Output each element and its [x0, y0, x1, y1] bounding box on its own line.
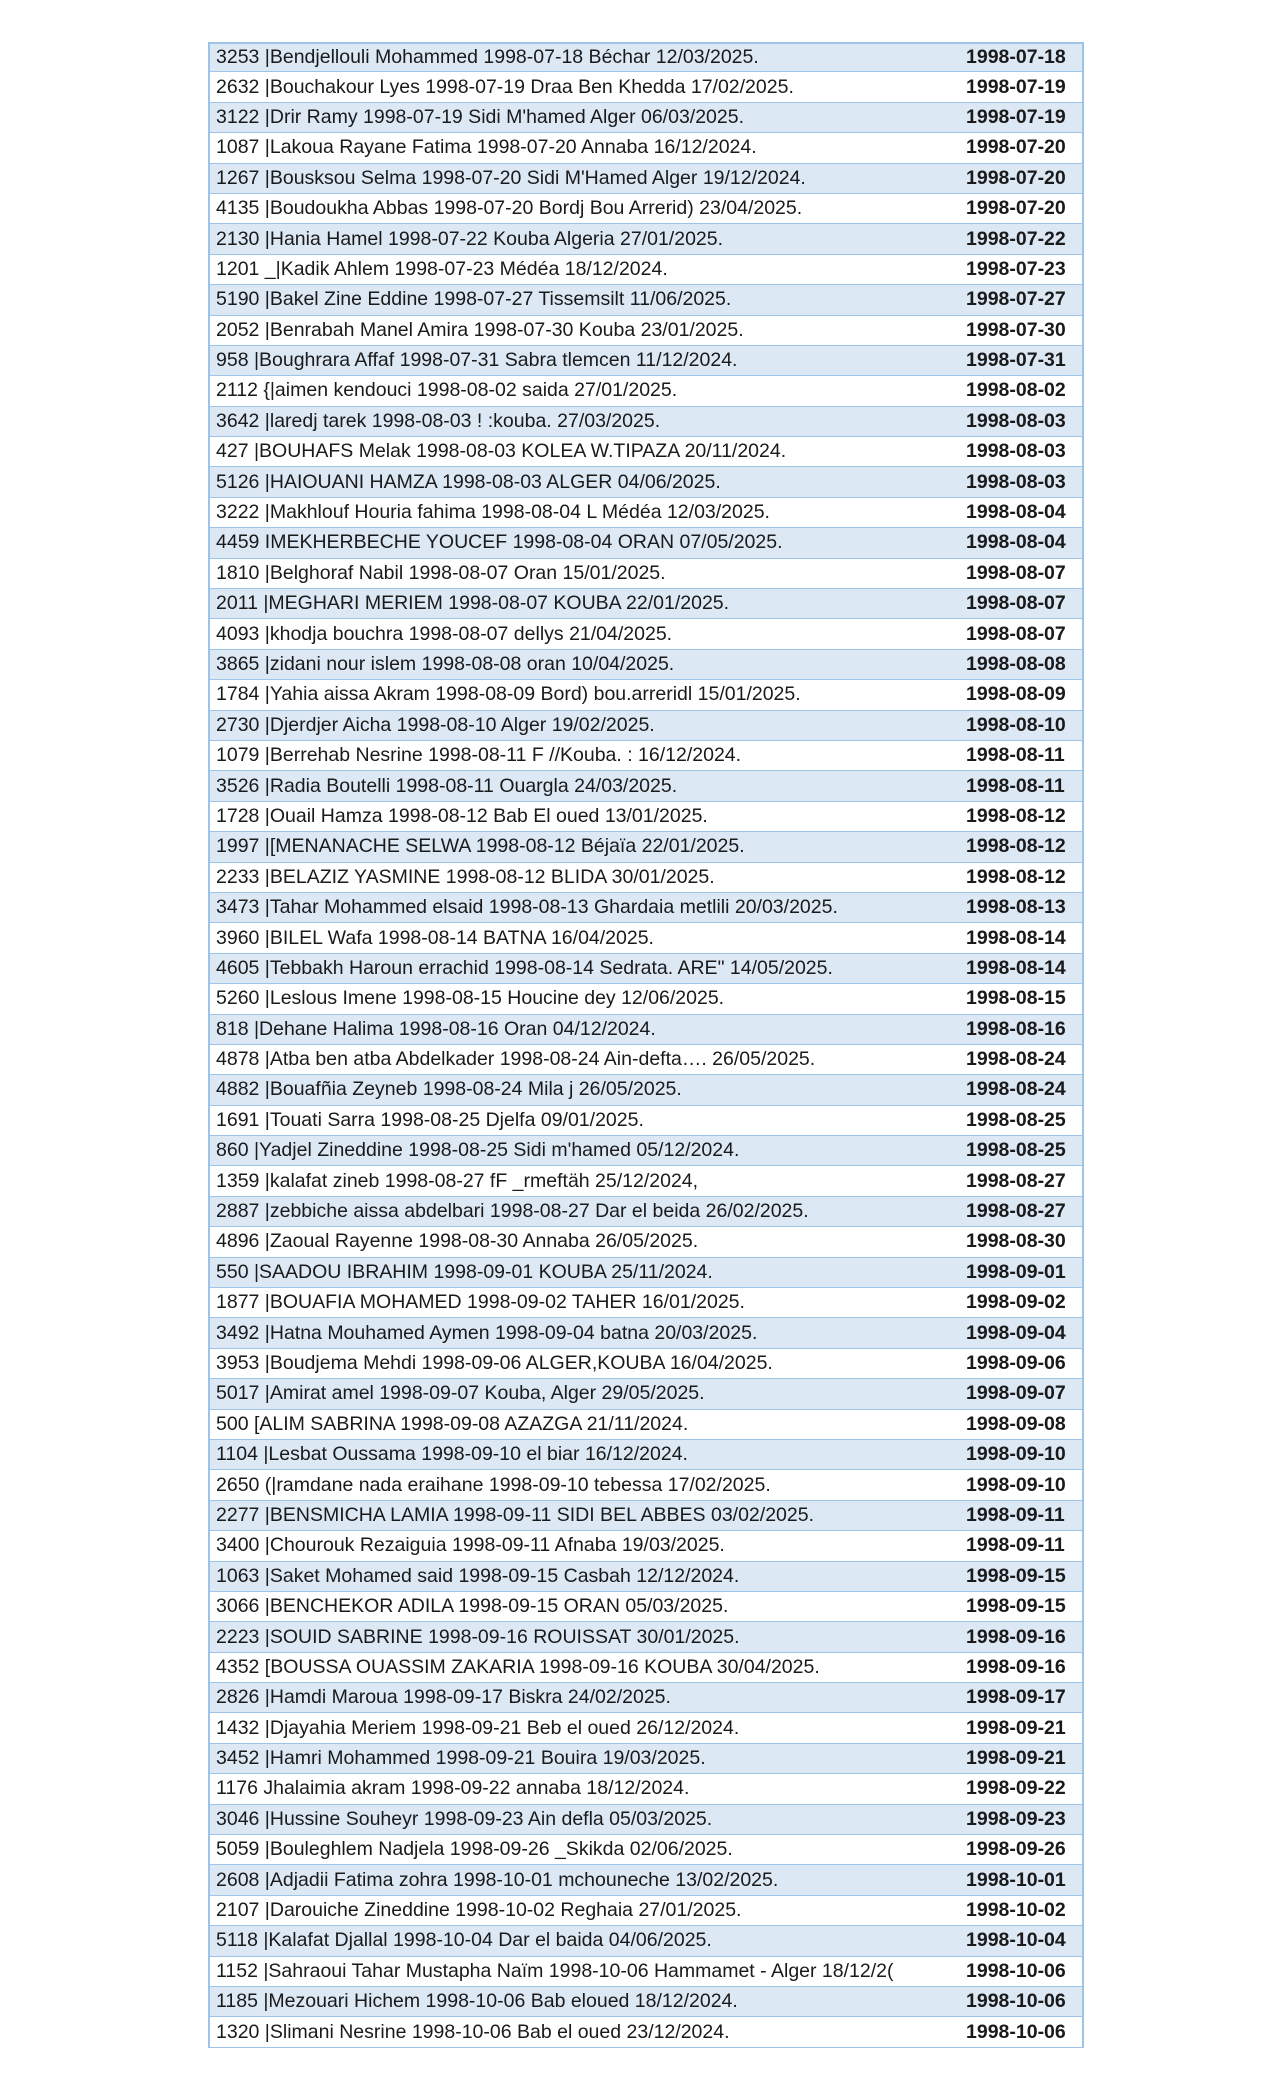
birth-date-cell: 1998-08-12: [966, 804, 1066, 827]
table-row: [210, 1683, 1082, 1713]
table-row: [210, 1106, 1082, 1136]
table-row: [210, 164, 1082, 194]
birth-date-cell: 1998-08-27: [966, 1200, 1066, 1223]
record-text-cell: 2608 |Adjadii Fatima zohra 1998-10-01 mchouneche 13/02/2025.: [216, 1868, 779, 1891]
table-row: [210, 1987, 1082, 2017]
birth-date-cell: 1998-09-16: [966, 1655, 1066, 1678]
record-text-cell: 2223 |SOUID SABRINE 1998-09-16 ROUISSAT 30/01/2025.: [216, 1625, 740, 1648]
birth-date-cell: 1998-08-02: [966, 379, 1066, 402]
record-text-cell: 1810 |Belghoraf Nabil 1998-08-07 Oran 15/01/2025.: [216, 561, 666, 584]
birth-date-cell: 1998-08-27: [966, 1169, 1066, 1192]
record-text-cell: 1087 |Lakoua Rayane Fatima 1998-07-20 Annaba 16/12/2024.: [216, 136, 757, 159]
table-row: [210, 1957, 1082, 1987]
birth-date-cell: 1998-09-23: [966, 1807, 1066, 1830]
birth-date-cell: 1998-09-17: [966, 1686, 1066, 1709]
table-row: [210, 103, 1082, 133]
birth-date-cell: 1998-08-25: [966, 1139, 1066, 1162]
record-text-cell: 4093 |khodja bouchra 1998-08-07 dellys 21/04/2025.: [216, 622, 673, 645]
record-text-cell: 2112 {|aimen kendouci 1998-08-02 saida 27/01/2025.: [216, 379, 678, 402]
birth-date-cell: 1998-08-14: [966, 926, 1066, 949]
birth-date-cell: 1998-08-08: [966, 653, 1066, 675]
table-row: [210, 1501, 1082, 1531]
record-text-cell: 5260 |Leslous Imene 1998-08-15 Houcine dey 12/06/2025.: [216, 987, 725, 1010]
record-text-cell: 2887 |zebbiche aissa abdelbari 1998-08-27 Dar el beida 26/02/2025.: [216, 1200, 809, 1223]
record-text-cell: 3642 |laredj tarek 1998-08-03 ! :kouba. 27/03/2025.: [216, 409, 661, 432]
record-text-cell: 3526 |Radia Boutelli 1998-08-11 Ouargla 24/03/2025.: [216, 774, 678, 797]
birth-date-cell: 1998-08-11: [966, 744, 1065, 767]
birth-date-cell: 1998-07-19: [966, 75, 1066, 98]
birth-date-cell: 1998-10-06: [966, 2020, 1066, 2043]
table-row: [210, 316, 1082, 346]
record-text-cell: 3400 |Chourouk Rezaiguia 1998-09-11 Afnaba 19/03/2025.: [216, 1534, 725, 1557]
table-row: [210, 863, 1082, 893]
record-text-cell: 1691 |Touati Sarra 1998-08-25 Djelfa 09/01/2025.: [216, 1108, 644, 1131]
table-row: [210, 1531, 1082, 1561]
table-row: [210, 1562, 1082, 1592]
table-row: [210, 285, 1082, 315]
birth-date-cell: 1998-07-20: [966, 197, 1066, 220]
table-row: [210, 1805, 1082, 1835]
birth-date-cell: 1998-08-25: [966, 1108, 1066, 1131]
table-row: [210, 376, 1082, 406]
record-text-cell: 2650 (|ramdane nada eraihane 1998-09-10 tebessa 17/02/2025.: [216, 1473, 771, 1496]
record-text-cell: 818 |Dehane Halima 1998-08-16 Oran 04/12/2024.: [216, 1017, 656, 1040]
record-text-cell: 2130 |Hania Hamel 1998-07-22 Kouba Algeria 27/01/2025.: [216, 227, 724, 250]
table-row: [210, 619, 1082, 649]
birth-date-cell: 1998-08-14: [966, 956, 1066, 979]
birth-date-cell: 1998-08-30: [966, 1230, 1066, 1253]
table-row: [210, 559, 1082, 589]
record-text-cell: 3222 |Makhlouf Houria fahima 1998-08-04 L Médéa 12/03/2025.: [216, 501, 770, 524]
record-text-cell: 1997 |[MENANACHE SELWA 1998-08-12 Béjaïa 22/01/2025.: [216, 835, 745, 858]
birth-date-cell: 1998-09-11: [966, 1534, 1065, 1557]
table-row: [210, 1926, 1082, 1956]
table-row: [210, 346, 1082, 376]
birth-date-cell: 1998-08-03: [966, 470, 1066, 493]
record-text-cell: 1079 |Berrehab Nesrine 1998-08-11 F //Kouba. : 16/12/2024.: [216, 744, 742, 767]
birth-date-cell: 1998-08-09: [966, 683, 1066, 706]
record-text-cell: 1728 |Ouail Hamza 1998-08-12 Bab El oued 13/01/2025.: [216, 804, 708, 827]
record-text-cell: 4882 |Bouafñia Zeyneb 1998-08-24 Mila j 26/05/2025.: [216, 1078, 682, 1101]
record-text-cell: 500 [ALIM SABRINA 1998-09-08 AZAZGA 21/11/2024.: [216, 1412, 689, 1435]
record-text-cell: 1432 |Djayahia Meriem 1998-09-21 Beb el oued 26/12/2024.: [216, 1716, 740, 1739]
table-row: [210, 1197, 1082, 1227]
birth-date-cell: 1998-08-15: [966, 987, 1066, 1010]
birth-date-cell: 1998-08-10: [966, 713, 1066, 736]
record-text-cell: 3865 |zidani nour islem 1998-08-08 oran 10/04/2025.: [216, 653, 675, 675]
birth-date-cell: 1998-07-23: [966, 257, 1066, 280]
record-text-cell: 3066 |BENCHEKOR ADILA 1998-09-15 ORAN 05/03/2025.: [216, 1595, 729, 1618]
table-row: [210, 741, 1082, 771]
birth-date-cell: 1998-09-15: [966, 1564, 1066, 1587]
table-row: [210, 711, 1082, 741]
data-table: [208, 42, 1084, 2048]
table-row: [210, 224, 1082, 254]
birth-date-cell: 1998-10-02: [966, 1899, 1066, 1922]
table-row: [210, 650, 1082, 680]
table-row: [210, 42, 1082, 72]
table-row: [210, 467, 1082, 497]
birth-date-cell: 1998-09-16: [966, 1625, 1066, 1648]
table-row: [210, 1166, 1082, 1196]
birth-date-cell: 1998-07-18: [966, 46, 1066, 69]
table-row: [210, 1318, 1082, 1348]
record-text-cell: 1201 _|Kadik Ahlem 1998-07-23 Médéa 18/12/2024.: [216, 257, 668, 280]
record-text-cell: 4135 |Boudoukha Abbas 1998-07-20 Bordj Bou Arrerid) 23/04/2025.: [216, 197, 803, 220]
table-row: [210, 2017, 1082, 2047]
record-text-cell: 2730 |Djerdjer Aicha 1998-08-10 Alger 19/02/2025.: [216, 713, 655, 736]
record-text-cell: 4896 |Zaoual Rayenne 1998-08-30 Annaba 26/05/2025.: [216, 1230, 699, 1253]
record-text-cell: 958 |Boughrara Affaf 1998-07-31 Sabra tlemcen 11/12/2024.: [216, 349, 738, 372]
table-row: [210, 437, 1082, 467]
record-text-cell: 1152 |Sahraoui Tahar Mustapha Naïm 1998-10-06 Hammamet - Alger 18/12/2(: [216, 1959, 894, 1982]
table-row: [210, 893, 1082, 923]
record-text-cell: 1185 |Mezouari Hichem 1998-10-06 Bab eloued 18/12/2024.: [216, 1990, 738, 2013]
table-row: [210, 680, 1082, 710]
table-row: [210, 1410, 1082, 1440]
table-row: [210, 1835, 1082, 1865]
record-text-cell: 5017 |Amirat amel 1998-09-07 Kouba, Alger 29/05/2025.: [216, 1382, 705, 1405]
record-text-cell: 5118 |Kalafat Djallal 1998-10-04 Dar el baida 04/06/2025.: [216, 1929, 712, 1952]
birth-date-cell: 1998-08-07: [966, 592, 1066, 615]
birth-date-cell: 1998-08-13: [966, 896, 1066, 919]
table-row: [210, 255, 1082, 285]
record-text-cell: 1267 |Bousksou Selma 1998-07-20 Sidi M'Hamed Alger 19/12/2024.: [216, 166, 806, 189]
table-row: [210, 1258, 1082, 1288]
table-row: [210, 72, 1082, 102]
record-text-cell: 4352 [BOUSSA OUASSIM ZAKARIA 1998-09-16 KOUBA 30/04/2025.: [216, 1655, 820, 1678]
record-text-cell: 3953 |Boudjema Mehdi 1998-09-06 ALGER,KOUBA 16/04/2025.: [216, 1351, 773, 1374]
record-text-cell: 2277 |BENSMICHA LAMIA 1998-09-11 SIDI BEL ABBES 03/02/2025.: [216, 1503, 814, 1526]
birth-date-cell: 1998-09-21: [966, 1716, 1066, 1739]
table-row: [210, 1227, 1082, 1257]
birth-date-cell: 1998-09-15: [966, 1595, 1066, 1618]
record-text-cell: 550 |SAADOU IBRAHIM 1998-09-01 KOUBA 25/11/2024.: [216, 1260, 713, 1283]
record-text-cell: 4878 |Atba ben atba Abdelkader 1998-08-24 Ain-defta…. 26/05/2025.: [216, 1048, 816, 1071]
birth-date-cell: 1998-09-22: [966, 1777, 1066, 1800]
record-text-cell: 5126 |HAIOUANI HAMZA 1998-08-03 ALGER 04/06/2025.: [216, 470, 721, 493]
birth-date-cell: 1998-09-11: [966, 1503, 1065, 1526]
record-text-cell: 3253 |Bendjellouli Mohammed 1998-07-18 Béchar 12/03/2025.: [216, 46, 759, 69]
record-text-cell: 2233 |BELAZIZ YASMINE 1998-08-12 BLIDA 30/01/2025.: [216, 865, 715, 888]
table-row: [210, 1045, 1082, 1075]
birth-date-cell: 1998-08-24: [966, 1048, 1066, 1071]
record-text-cell: 5190 |Bakel Zine Eddine 1998-07-27 Tissemsilt 11/06/2025.: [216, 288, 732, 311]
table-row: [210, 802, 1082, 832]
birth-date-cell: 1998-07-31: [966, 349, 1066, 372]
birth-date-cell: 1998-09-10: [966, 1443, 1066, 1466]
table-row: [210, 1865, 1082, 1895]
birth-date-cell: 1998-09-08: [966, 1412, 1066, 1435]
record-text-cell: 860 |Yadjel Zineddine 1998-08-25 Sidi m'hamed 05/12/2024.: [216, 1139, 740, 1162]
birth-date-cell: 1998-08-12: [966, 865, 1066, 888]
table-row: [210, 1744, 1082, 1774]
birth-date-cell: 1998-10-06: [966, 1959, 1066, 1982]
birth-date-cell: 1998-09-02: [966, 1291, 1066, 1314]
birth-date-cell: 1998-08-24: [966, 1078, 1066, 1101]
birth-date-cell: 1998-07-27: [966, 288, 1066, 311]
record-text-cell: 2632 |Bouchakour Lyes 1998-07-19 Draa Ben Khedda 17/02/2025.: [216, 75, 794, 98]
table-row: [210, 1713, 1082, 1743]
record-text-cell: 3960 |BILEL Wafa 1998-08-14 BATNA 16/04/2025.: [216, 926, 654, 949]
table-row: [210, 1136, 1082, 1166]
table-row: [210, 954, 1082, 984]
birth-date-cell: 1998-07-30: [966, 318, 1066, 341]
record-text-cell: 3473 |Tahar Mohammed elsaid 1998-08-13 Ghardaia metlili 20/03/2025.: [216, 896, 838, 919]
record-text-cell: 3122 |Drir Ramy 1998-07-19 Sidi M'hamed Alger 06/03/2025.: [216, 105, 745, 128]
record-text-cell: 3046 |Hussine Souheyr 1998-09-23 Ain defla 05/03/2025.: [216, 1807, 713, 1830]
birth-date-cell: 1998-08-03: [966, 409, 1066, 432]
record-text-cell: 2107 |Darouiche Zineddine 1998-10-02 Reghaia 27/01/2025.: [216, 1899, 742, 1922]
birth-date-cell: 1998-08-04: [966, 531, 1066, 554]
birth-date-cell: 1998-09-01: [966, 1260, 1066, 1283]
record-text-cell: 1063 |Saket Mohamed said 1998-09-15 Casbah 12/12/2024.: [216, 1564, 740, 1587]
birth-date-cell: 1998-09-21: [966, 1747, 1066, 1770]
birth-date-cell: 1998-10-04: [966, 1929, 1066, 1952]
table-row: [210, 1349, 1082, 1379]
table-row: [210, 1379, 1082, 1409]
table-row: [210, 1774, 1082, 1804]
record-text-cell: 2826 |Hamdi Maroua 1998-09-17 Biskra 24/02/2025.: [216, 1686, 671, 1709]
record-text-cell: 427 |BOUHAFS Melak 1998-08-03 KOLEA W.TIPAZA 20/11/2024.: [216, 440, 787, 463]
table-row: [210, 1896, 1082, 1926]
birth-date-cell: 1998-08-03: [966, 440, 1066, 463]
birth-date-cell: 1998-10-06: [966, 1990, 1066, 2013]
table-row: [210, 194, 1082, 224]
record-text-cell: 3492 |Hatna Mouhamed Aymen 1998-09-04 batna 20/03/2025.: [216, 1321, 758, 1344]
birth-date-cell: 1998-08-16: [966, 1017, 1066, 1040]
table-row: [210, 498, 1082, 528]
table-row: [210, 1592, 1082, 1622]
table-row: [210, 1440, 1082, 1470]
birth-date-cell: 1998-08-11: [966, 774, 1065, 797]
table-row: [210, 1288, 1082, 1318]
birth-date-cell: 1998-09-07: [966, 1382, 1066, 1405]
record-text-cell: 1877 |BOUAFIA MOHAMED 1998-09-02 TAHER 16/01/2025.: [216, 1291, 745, 1314]
record-text-cell: 1104 |Lesbat Oussama 1998-09-10 el biar 16/12/2024.: [216, 1443, 688, 1466]
record-text-cell: 3452 |Hamri Mohammed 1998-09-21 Bouira 19/03/2025.: [216, 1747, 706, 1770]
table-row: [210, 1015, 1082, 1045]
record-text-cell: 5059 |Bouleghlem Nadjela 1998-09-26 _Skikda 02/06/2025.: [216, 1838, 733, 1861]
birth-date-cell: 1998-07-19: [966, 105, 1066, 128]
record-text-cell: 1359 |kalafat zineb 1998-08-27 fF _rmeftäh 25/12/2024,: [216, 1169, 699, 1192]
birth-date-cell: 1998-08-12: [966, 835, 1066, 858]
table-row: [210, 923, 1082, 953]
birth-date-cell: 1998-09-10: [966, 1473, 1066, 1496]
table-row: [210, 1653, 1082, 1683]
birth-date-cell: 1998-07-20: [966, 136, 1066, 159]
birth-date-cell: 1998-08-07: [966, 561, 1066, 584]
table-row: [210, 589, 1082, 619]
record-text-cell: 1176 Jhalaimia akram 1998-09-22 annaba 18/12/2024.: [216, 1777, 690, 1800]
table-row: [210, 771, 1082, 801]
birth-date-cell: 1998-07-22: [966, 227, 1066, 250]
record-text-cell: 2011 |MEGHARI MERIEM 1998-08-07 KOUBA 22/01/2025.: [216, 592, 730, 615]
birth-date-cell: 1998-09-04: [966, 1321, 1066, 1344]
table-row: [210, 984, 1082, 1014]
table-row: [210, 832, 1082, 862]
table-row: [210, 1075, 1082, 1105]
record-text-cell: 4459 IMEKHERBECHE YOUCEF 1998-08-04 ORAN 07/05/2025.: [216, 531, 783, 554]
birth-date-cell: 1998-08-04: [966, 501, 1066, 524]
table-row: [210, 1470, 1082, 1500]
table-row: [210, 1622, 1082, 1652]
record-text-cell: 4605 |Tebbakh Haroun errachid 1998-08-14 Sedrata. ARE" 14/05/2025.: [216, 956, 833, 979]
birth-date-cell: 1998-07-20: [966, 166, 1066, 189]
table-row: [210, 528, 1082, 558]
table-row: [210, 407, 1082, 437]
record-text-cell: 1320 |Slimani Nesrine 1998-10-06 Bab el oued 23/12/2024.: [216, 2020, 730, 2043]
record-text-cell: 2052 |Benrabah Manel Amira 1998-07-30 Kouba 23/01/2025.: [216, 318, 744, 341]
birth-date-cell: 1998-09-26: [966, 1838, 1066, 1861]
record-text-cell: 1784 |Yahia aissa Akram 1998-08-09 Bord) bou.arreridl 15/01/2025.: [216, 683, 801, 706]
birth-date-cell: 1998-09-06: [966, 1351, 1066, 1374]
birth-date-cell: 1998-10-01: [966, 1868, 1066, 1891]
birth-date-cell: 1998-08-07: [966, 622, 1066, 645]
table-row: [210, 133, 1082, 163]
